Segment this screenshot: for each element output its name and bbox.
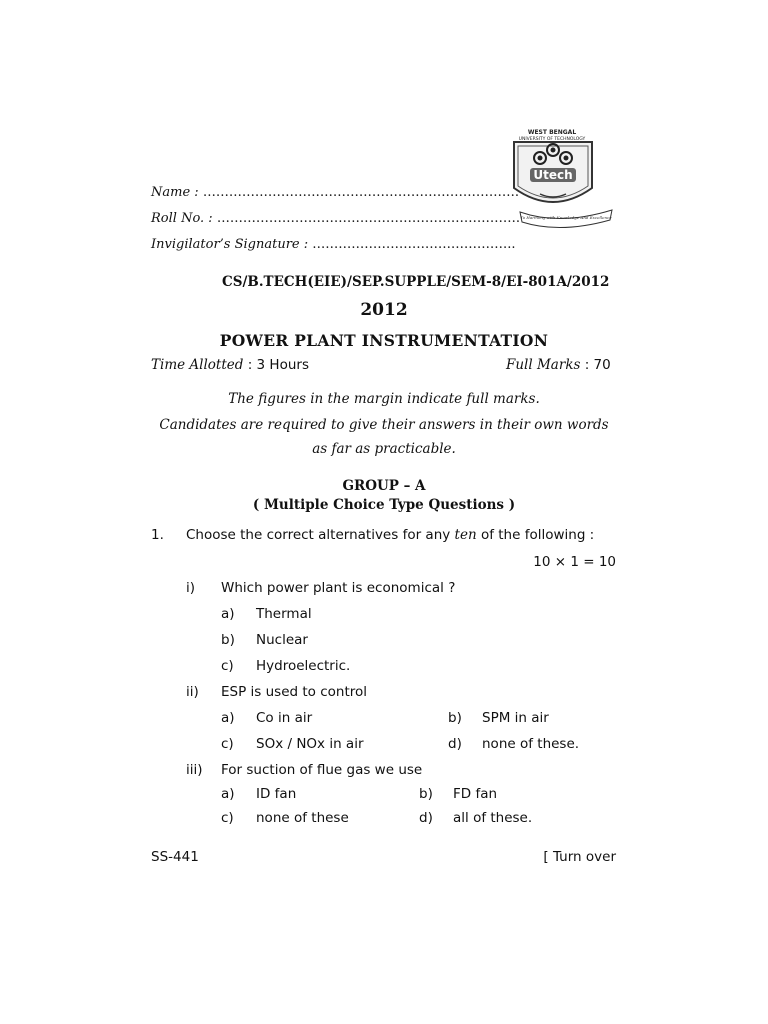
subq-1-text: Which power plant is economical ? <box>221 580 456 596</box>
question-1-text-after: of the following : <box>480 527 595 543</box>
subq-3-number: iii) <box>186 762 203 778</box>
instruction-line-1: The figures in the margin indicate full marks. <box>228 391 540 407</box>
name-dots: ………………………………………………………………. <box>202 185 519 200</box>
marks-label: Full Marks <box>506 357 581 373</box>
subq-1-option-c: Hydroelectric. <box>256 658 351 674</box>
question-1-marks: 10 × 1 = 10 <box>533 554 616 570</box>
subq-2-option-c: SOx / NOx in air <box>256 736 364 752</box>
question-1-text <box>186 527 594 543</box>
subq-1-option-a: Thermal <box>256 606 312 622</box>
group-subtitle: ( Multiple Choice Type Questions ) <box>252 497 516 513</box>
name-label: Name : <box>151 185 199 200</box>
instruction-line-3: as far as practicable. <box>312 441 456 457</box>
subq-2-number: ii) <box>186 684 199 700</box>
full-marks <box>506 357 611 373</box>
invigilator-field <box>151 237 516 252</box>
roll-field <box>151 211 520 226</box>
name-field <box>151 185 519 200</box>
time-value: : 3 Hours <box>247 357 309 373</box>
roll-dots: ……………………………………………………………. <box>216 211 520 226</box>
footer-code: SS-441 <box>151 849 199 865</box>
time-allotted <box>151 357 309 373</box>
subq-2-option-d-key: d) <box>448 736 462 752</box>
subq-3-option-b-key: b) <box>419 786 433 802</box>
subq-2-option-b-key: b) <box>448 710 462 726</box>
question-1-text-em: ten <box>454 527 477 543</box>
logo-brand: Utech <box>533 168 573 182</box>
exam-year: 2012 <box>360 300 408 320</box>
marks-value: : 70 <box>584 357 611 373</box>
subq-2-option-b: SPM in air <box>482 710 549 726</box>
subq-2-option-d: none of these. <box>482 736 580 752</box>
time-label: Time Allotted <box>151 357 244 373</box>
subq-1-option-b: Nuclear <box>256 632 308 648</box>
subq-1-option-c-key: c) <box>221 658 234 674</box>
subq-3-option-c-key: c) <box>221 810 234 826</box>
group-title: GROUP – A <box>342 478 426 494</box>
subq-2-option-c-key: c) <box>221 736 234 752</box>
invigilator-label: Invigilator’s Signature : <box>151 237 309 252</box>
footer-turn-over: [ Turn over <box>543 849 616 865</box>
invigilator-dots: ……………………………………….. <box>312 237 516 252</box>
subq-3-option-d: all of these. <box>453 810 533 826</box>
subq-1-option-b-key: b) <box>221 632 235 648</box>
subq-3-option-b: FD fan <box>453 786 498 802</box>
subq-3-option-a: ID fan <box>256 786 297 802</box>
subject-title: POWER PLANT INSTRUMENTATION <box>219 331 549 350</box>
subq-3-text: For suction of flue gas we use <box>221 762 423 778</box>
subq-3-option-d-key: d) <box>419 810 433 826</box>
logo-sub-text: UNIVERSITY OF TECHNOLOGY <box>518 137 586 142</box>
roll-label: Roll No. : <box>151 211 213 226</box>
subq-3-option-c: none of these <box>256 810 349 826</box>
subq-2-option-a: Co in air <box>256 710 313 726</box>
subq-2-option-a-key: a) <box>221 710 235 726</box>
question-1-text-before: Choose the correct alternatives for any <box>186 527 451 543</box>
paper-code: CS/B.TECH(EIE)/SEP.SUPPLE/SEM-8/EI-801A/2012 <box>222 274 610 290</box>
subq-1-number: i) <box>186 580 196 596</box>
instruction-line-2: Candidates are required to give their answers in their own words <box>159 417 609 433</box>
subq-3-option-a-key: a) <box>221 786 235 802</box>
logo-top-text: WEST BENGAL <box>527 129 577 136</box>
subq-1-option-a-key: a) <box>221 606 235 622</box>
subq-2-text: ESP is used to control <box>221 684 368 700</box>
question-1-number: 1. <box>151 527 164 543</box>
logo-motto: To Harmony with Knowledge And Excellence <box>520 215 612 220</box>
